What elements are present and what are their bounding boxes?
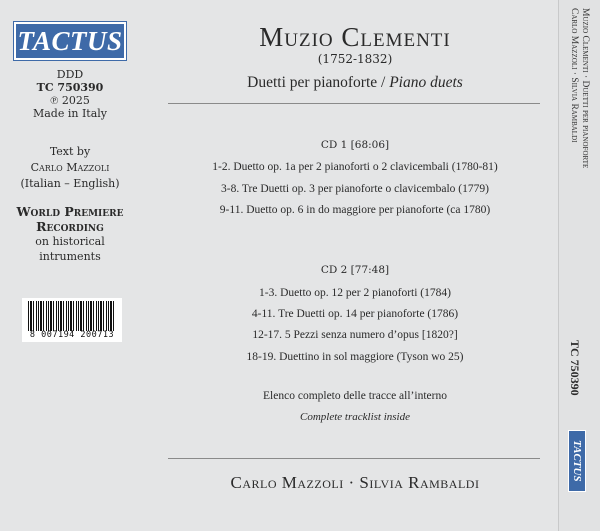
- tactus-logo: [14, 22, 126, 60]
- premiere-line-2: Recording: [36, 219, 104, 234]
- title-english: Piano duets: [389, 74, 463, 91]
- premiere-line-4: intruments: [39, 250, 101, 263]
- cd1-header: CD 1 [68:06]: [320, 139, 390, 151]
- spine-logo: [568, 430, 586, 492]
- text-credit: [0, 144, 140, 192]
- logo-text: TACTUS: [17, 25, 123, 56]
- spine-performers: Carlo Mazzoli · Silvia Rambaldi: [569, 8, 579, 143]
- cd2-track: 1-3. Duetto op. 12 per 2 pianoforti (1784): [259, 287, 451, 299]
- barcode: [22, 298, 122, 342]
- cd2-track: 12-17. 5 Pezzi senza numero d’opus [1820?]: [252, 329, 458, 341]
- format-label: DDD: [56, 68, 84, 81]
- premiere-line-1: World Premiere: [16, 204, 124, 219]
- cd2-header: CD 2 [77:48]: [320, 264, 390, 276]
- premiere-line-3: on historical: [35, 235, 105, 248]
- made-in: Made in Italy: [32, 107, 108, 120]
- spine-logo-text: TACTUS: [571, 440, 583, 482]
- title-italian: Duetti per pianoforte: [247, 74, 378, 91]
- composer-name: Muzio Clementi: [259, 22, 451, 52]
- complete-tracklist-italian: Elenco completo delle tracce all’interno: [263, 390, 447, 402]
- text-languages: (Italian – English): [20, 177, 120, 190]
- barcode-number: 8 007194 200713: [29, 330, 115, 340]
- cd1-track: 9-11. Duetto op. 6 in do maggiore per pianoforte (ca 1780): [219, 204, 491, 216]
- top-divider: [168, 103, 540, 104]
- title-separator: /: [377, 74, 390, 91]
- phonogram-year: ℗ 2025: [50, 94, 90, 107]
- spine-catalog: TC 750390: [568, 340, 582, 396]
- cd1-track: 3-8. Tre Duetti op. 3 per pianoforte o clavicembalo (1779): [221, 183, 489, 195]
- spine-text: [568, 8, 590, 168]
- cd2-track: 18-19. Duettino in sol maggiore (Tyson wo 25): [246, 351, 464, 363]
- composer-dates: (1752-1832): [317, 52, 393, 66]
- performers: Carlo Mazzoli · Silvia Rambaldi: [230, 473, 480, 492]
- spine-title: Muzio Clementi · Duetti per pianoforte: [580, 8, 590, 169]
- album-title: [150, 74, 560, 92]
- bottom-divider: [168, 458, 540, 459]
- cd2-track: 4-11. Tre Duetti op. 14 per pianoforte (1786): [251, 308, 459, 320]
- release-info: [0, 68, 140, 120]
- catalog-number: TC 750390: [36, 81, 104, 94]
- text-by-name: Carlo Mazzoli: [30, 161, 110, 174]
- premiere-note: [0, 204, 140, 264]
- text-by-label: Text by: [49, 145, 91, 158]
- barcode-bars: [28, 301, 116, 331]
- complete-tracklist-english: Complete tracklist inside: [300, 411, 410, 423]
- cd1-track: 1-2. Duetto op. 1a per 2 pianoforti o 2 clavicembali (1780-81): [212, 161, 498, 173]
